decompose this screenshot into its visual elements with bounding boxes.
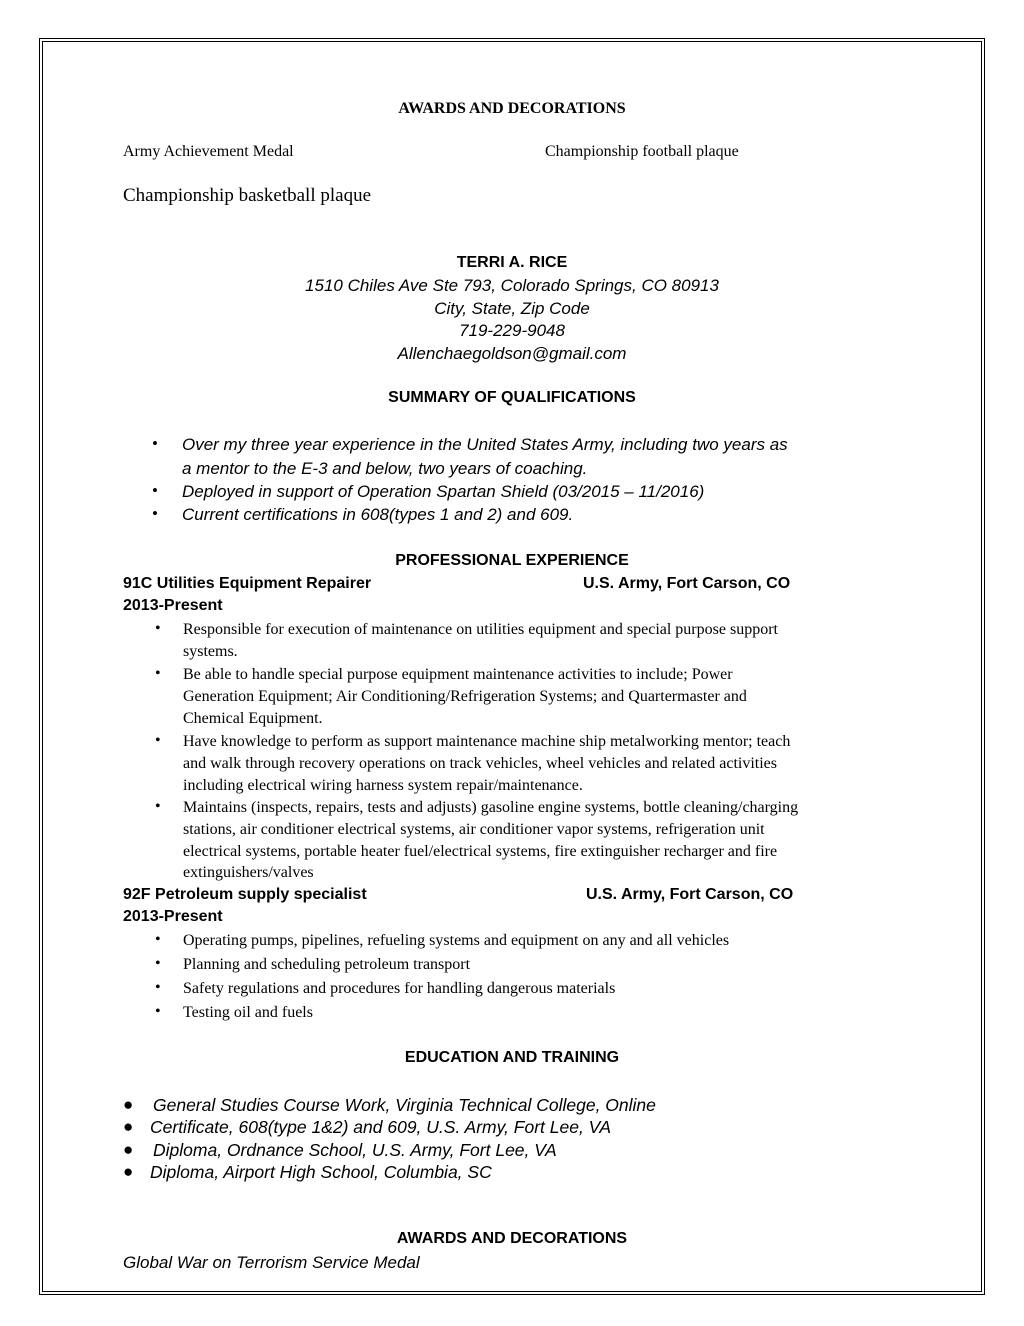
duty-line: Testing oil and fuels	[183, 1004, 313, 1021]
education-item: Diploma, Airport High School, Columbia, SC	[150, 1162, 492, 1182]
bullet-icon: •	[155, 665, 161, 682]
duty-line: and walk through recovery operations on track vehicles, wheel vehicles and related activities	[183, 755, 777, 772]
education-item: General Studies Course Work, Virginia Technical College, Online	[153, 1095, 656, 1115]
job1-title: 91C Utilities Equipment Repairer	[123, 575, 372, 592]
duty-line: Have knowledge to perform as support maintenance machine ship metalworking mentor; teach	[183, 733, 791, 750]
education-item: Certificate, 608(type 1&2) and 609, U.S. Army, Fort Lee, VA	[150, 1117, 612, 1137]
duty-line: Responsible for execution of maintenance on utilities equipment and special purpose support	[183, 621, 778, 638]
bullet-icon: •	[155, 1003, 161, 1020]
summary-item-line: Current certifications in 608(types 1 and 2) and 609.	[182, 505, 574, 524]
bullet-icon: ●	[123, 1140, 134, 1159]
bullet-icon: •	[155, 620, 161, 637]
duty-line: electrical systems, portable heater fuel/electrical systems, fire extinguisher recharger and fire	[183, 843, 778, 860]
contact-phone: 719-229-9048	[459, 321, 565, 340]
duty-line: Chemical Equipment.	[183, 710, 323, 727]
job2-title: 92F Petroleum supply specialist	[123, 886, 367, 903]
summary-item-line: Over my three year experience in the United States Army, including two years as	[182, 435, 788, 454]
duty-line: Operating pumps, pipelines, refueling systems and equipment on any and all vehicles	[183, 932, 730, 949]
contact-address: 1510 Chiles Ave Ste 793, Colorado Springs, CO 80913	[305, 276, 719, 295]
job2-dates: 2013-Present	[123, 908, 223, 925]
summary-heading: SUMMARY OF QUALIFICATIONS	[388, 389, 636, 406]
duty-line: including electrical wiring harness system repair/maintenance.	[183, 777, 583, 794]
bullet-icon: •	[152, 434, 158, 453]
experience-heading: PROFESSIONAL EXPERIENCE	[395, 552, 629, 569]
duty-line: stations, air conditioner electrical systems, air conditioner vapor systems, refrigeration unit	[183, 821, 765, 838]
bullet-icon: •	[152, 504, 158, 523]
duty-line: Safety regulations and procedures for handling dangerous materials	[183, 980, 616, 997]
contact-name: TERRI A. RICE	[456, 254, 568, 271]
awards-bottom-heading: AWARDS AND DECORATIONS	[396, 1230, 628, 1247]
bullet-icon: •	[155, 979, 161, 996]
duty-line: Maintains (inspects, repairs, tests and adjusts) gasoline engine systems, bottle cleaning/charging	[183, 799, 799, 816]
contact-email: Allenchaegoldson@gmail.com	[397, 344, 627, 363]
duty-line: extinguishers/valves	[183, 864, 314, 881]
bullet-icon: •	[155, 798, 161, 815]
award-item-football-plaque: Championship football plaque	[545, 143, 739, 160]
duty-line: Be able to handle special purpose equipment maintenance activities to include; Power	[183, 666, 733, 683]
job1-dates: 2013-Present	[123, 597, 223, 614]
job1-employer: U.S. Army, Fort Carson, CO	[583, 575, 791, 592]
bullet-icon: •	[155, 931, 161, 948]
duty-line: Planning and scheduling petroleum transport	[183, 956, 471, 973]
duty-line: Generation Equipment; Air Conditioning/Refrigeration Systems; and Quartermaster and	[183, 688, 747, 705]
bullet-icon: ●	[123, 1162, 134, 1181]
job2-employer: U.S. Army, Fort Carson, CO	[586, 886, 794, 903]
education-item: Diploma, Ordnance School, U.S. Army, Fort Lee, VA	[153, 1140, 557, 1160]
summary-item-line: Deployed in support of Operation Spartan Shield (03/2015 – 11/2016)	[182, 482, 705, 501]
duty-line: systems.	[183, 643, 238, 660]
bullet-icon: ●	[123, 1095, 134, 1114]
summary-item-line: a mentor to the E-3 and below, two years of coaching.	[182, 459, 588, 478]
education-heading: EDUCATION AND TRAINING	[404, 1049, 620, 1066]
awards-top-heading: AWARDS AND DECORATIONS	[398, 100, 626, 117]
bullet-icon: •	[152, 481, 158, 500]
bullet-icon: •	[155, 732, 161, 749]
award-item-army-achievement: Army Achievement Medal	[123, 143, 294, 160]
award-item-basketball-plaque: Championship basketball plaque	[123, 185, 372, 206]
bullet-icon: ●	[123, 1117, 134, 1136]
award-item-gwot-medal: Global War on Terrorism Service Medal	[123, 1253, 420, 1272]
bullet-icon: •	[155, 955, 161, 972]
contact-city-state-zip: City, State, Zip Code	[434, 299, 590, 318]
